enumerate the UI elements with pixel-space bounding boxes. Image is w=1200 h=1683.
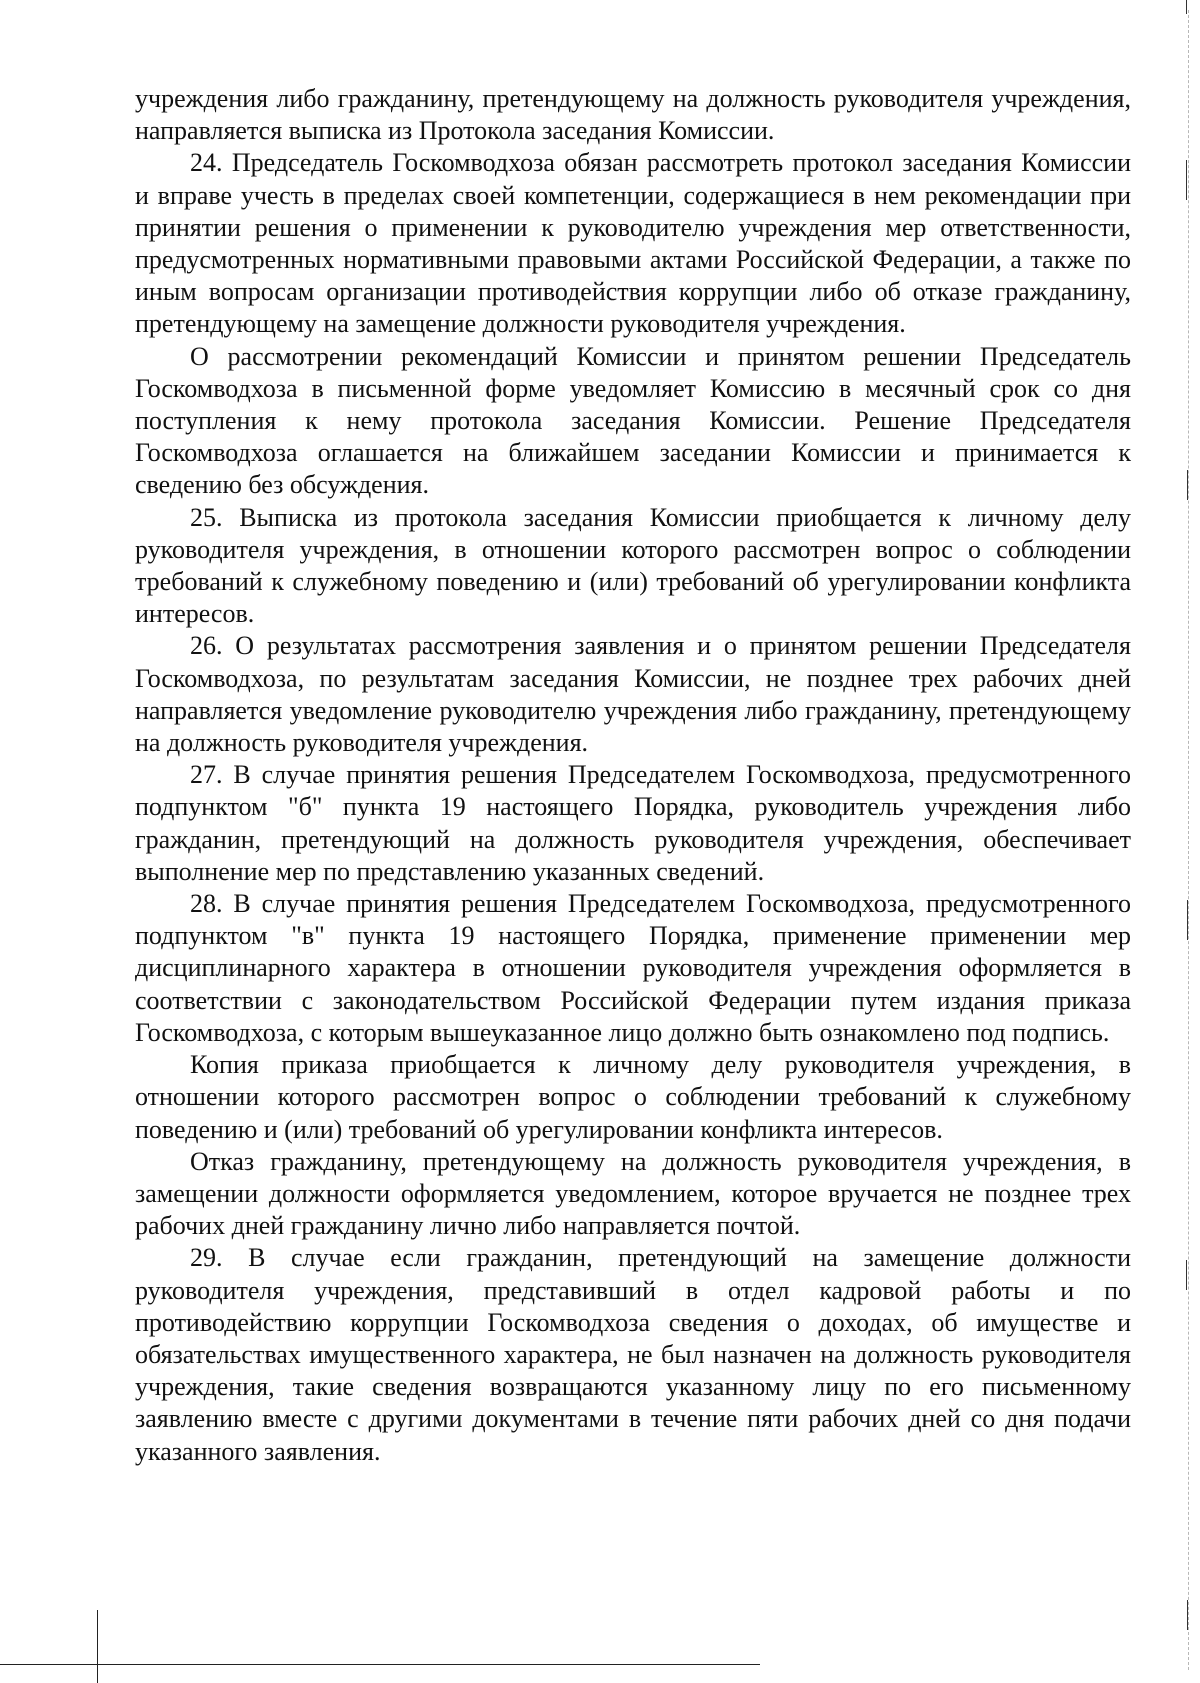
scan-mark — [1187, 470, 1188, 500]
footer-vertical-mark — [97, 1610, 98, 1683]
paragraph-25: 25. Выписка из протокола заседания Комиссии приобщается к личному делу руководителя учреждения, в отношении которого рассмотрен вопрос о соблюдении требований к служебному поведению и (или) требований об урегулировании конфликта интересов. — [135, 502, 1131, 629]
scan-mark — [1187, 1600, 1188, 1630]
footer-horizontal-rule — [0, 1664, 760, 1665]
scan-mark — [1186, 160, 1187, 200]
paragraph-27: 27. В случае принятия решения Председателем Госкомводхоза, предусмотренного подпунктом "б" пункта 19 настоящего Порядка, руководитель учреждения либо гражданин, претендующий на должность руководителя учреждения, обеспечивает выполнение мер по представлению указанных сведений. — [135, 760, 1131, 886]
paragraph-28: 28. В случае принятия решения Председателем Госкомводхоза, предусмотренного подпунктом "в" пункта 19 настоящего Порядка, применение применении мер дисциплинарного характера в отношении руководителя учреждения оформляется в соответствии с законодательством Российской Федерации путем издания приказа Госкомводхоза, с которым вышеуказанное лицо должно быть ознакомлено под подпись. — [135, 889, 1131, 1047]
paragraph-26: 26. О результатах рассмотрения заявления и о принятом решении Председателя Госкомводхоза, по результатам заседания Комиссии, не позднее трех рабочих дней направляется уведомление руководителю учреждения либо гражданину, претендующему на должность руководителя учреждения. — [135, 631, 1131, 758]
scan-mark — [1186, 1260, 1187, 1290]
paragraph-28-copy: Копия приказа приобщается к личному делу руководителя учреждения, в отношении которого рассмотрен вопрос о соблюдении требований к служебному поведению и (или) требований об урегулировании конфликта интересов. — [135, 1050, 1131, 1144]
scan-edge-line — [1188, 10, 1189, 1670]
scan-mark — [1187, 900, 1188, 940]
scan-mark — [1186, 0, 1187, 14]
paragraph-29: 29. В случае если гражданин, претендующий на замещение должности руководителя учреждения, представивший в отдел кадровой работы и по противодействию коррупции Госкомводхоза сведения о доходах, об имуществе и обязательствах имущественного характера, не был назначен на должность руководителя учреждения, такие сведения возвращаются указанному лицу по его письменному заявлению вместе с другими документами в течение пяти рабочих дней со дня подачи указанного заявления. — [135, 1243, 1131, 1466]
paragraph-continuation: учреждения либо гражданину, претендующему на должность руководителя учреждения, направляется выписка из Протокола заседания Комиссии. — [135, 84, 1131, 146]
paragraph-24: 24. Председатель Госкомводхоза обязан рассмотреть протокол заседания Комиссии и вправе учесть в пределах своей компетенции, содержащиеся в нем рекомендации при принятии решения о применении к руководителю учреждения мер ответственности, предусмотренных нормативными правовыми актами Российской Федерации, а также по иным вопросам организации противодействия коррупции либо об отказе гражданину, претендующему на замещение должности руководителя учреждения. — [135, 148, 1131, 339]
paragraph-24-notice: О рассмотрении рекомендаций Комиссии и принятом решении Председатель Госкомводхоза в письменной форме уведомляет Комиссию в месячный срок со дня поступления к нему протокола заседания Комиссии. Решение Председателя Госкомводхоза оглашается на ближайшем заседании Комиссии и принимается к сведению без обсуждения. — [135, 341, 1131, 500]
document-body — [135, 83, 1131, 1468]
paragraph-28-refusal: Отказ гражданину, претендующему на должность руководителя учреждения, в замещении должности оформляется уведомлением, которое вручается не позднее трех рабочих дней гражданину лично либо направляется почтой. — [135, 1146, 1131, 1241]
